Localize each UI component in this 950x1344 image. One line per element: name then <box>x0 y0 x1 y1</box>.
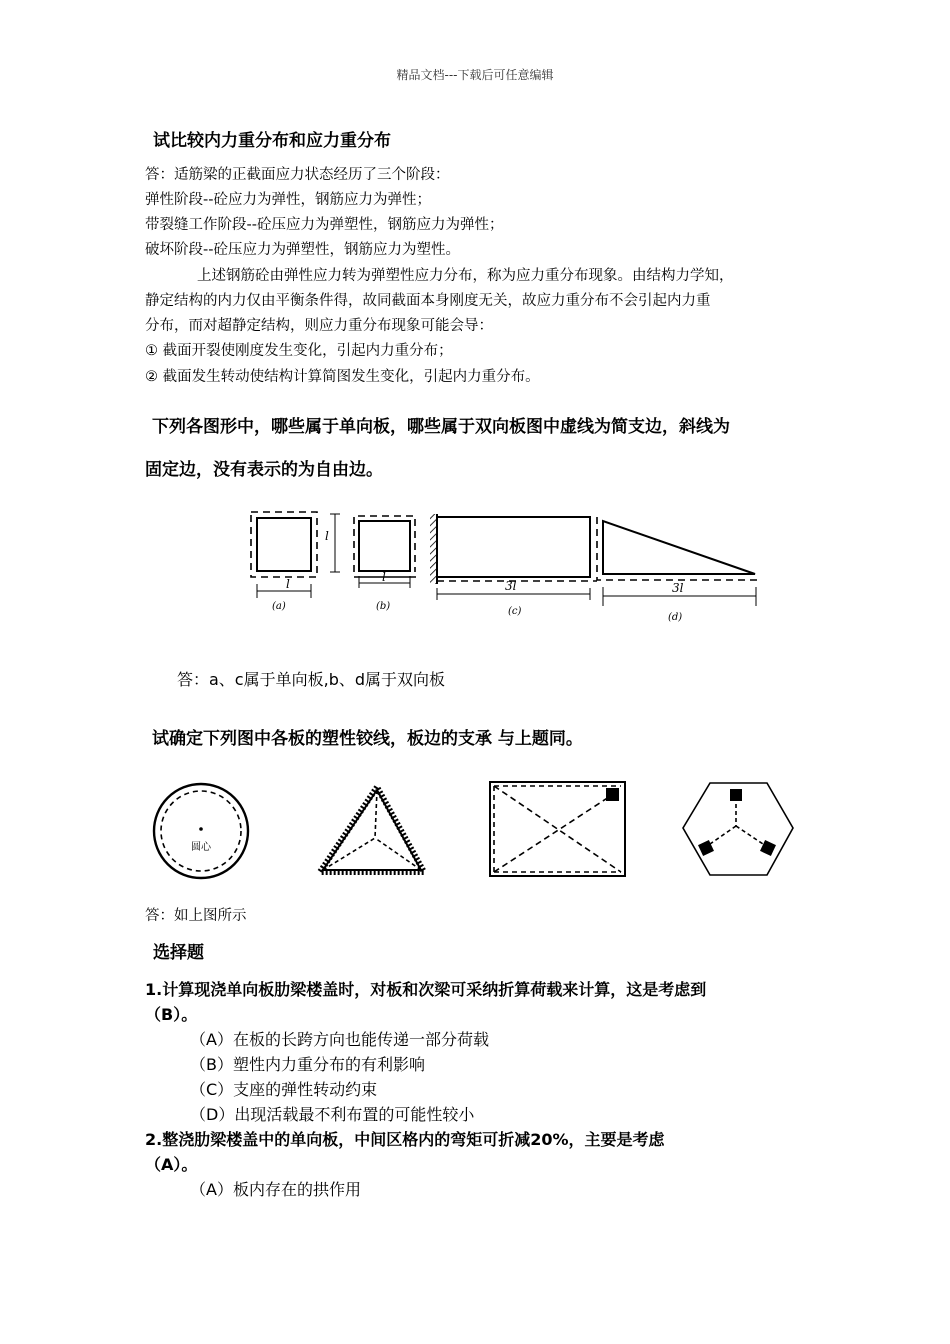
dim-label-height: l <box>325 529 329 543</box>
yield-line-figure <box>140 770 810 895</box>
circular-plate <box>154 784 248 878</box>
hexagonal-plate <box>683 783 793 875</box>
circle-center-dot <box>199 827 203 831</box>
section1-title: 试比较内力重分布和应力重分布 <box>153 131 391 151</box>
question2-text: 2.整浇肋梁楼盖中的单向板，中间区格内的弯矩可折减20%，主要是考虑 <box>145 1130 665 1149</box>
q1-option-b: （B）塑性内力重分布的有利影响 <box>190 1055 425 1074</box>
section1-line: 分布，而对超静定结构，则应力重分布现象可能会导： <box>145 318 493 334</box>
slab-a <box>251 512 340 612</box>
section3-title: 试确定下列图中各板的塑性铰线，板边的支承 与上题同。 <box>152 729 583 749</box>
column-support <box>606 788 619 801</box>
section4-title: 选择题 <box>153 943 204 963</box>
section1-line: 静定结构的内力仅由平衡条件得，故同截面本身刚度无关，故应力重分布不会引起内力重 <box>145 293 711 309</box>
section2-answer: 答：a、c属于单向板,b、d属于双向板 <box>177 670 446 689</box>
slab-c <box>430 514 597 617</box>
dim-label-c: 3l <box>505 579 517 593</box>
dim-label-b: l <box>382 570 386 584</box>
triangular-plate <box>320 787 424 872</box>
section3-answer: 答：如上图所示 <box>145 908 247 924</box>
label-d: (d) <box>668 612 683 623</box>
label-b: (b) <box>376 601 391 612</box>
section2-title-line1: 下列各图形中，哪些属于单向板，哪些属于双向板图中虚线为简支边，斜线为 <box>152 417 730 437</box>
dim-label-a: l <box>286 577 290 591</box>
section1-line: ① 截面开裂使刚度发生变化，引起内力重分布； <box>145 343 453 359</box>
question2-answer: （A）。 <box>145 1155 198 1174</box>
rectangular-plate <box>490 782 625 876</box>
q1-option-d: （D）出现活载最不利布置的可能性较小 <box>190 1105 475 1124</box>
q2-option-a: （A）板内存在的拱作用 <box>190 1180 361 1199</box>
section1-line: 破坏阶段--砼压应力为弹塑性，钢筋应力为塑性。 <box>145 242 460 258</box>
section1-line: 上述钢筋砼由弹性应力转为弹塑性应力分布，称为应力重分布现象。由结构力学知， <box>197 268 734 284</box>
question1-text: 1.计算现浇单向板肋梁楼盖时，对板和次梁可采纳折算荷载来计算，这是考虑到 <box>145 980 707 999</box>
label-a: (a) <box>272 601 286 612</box>
slab-d <box>597 517 760 623</box>
q1-option-a: （A）在板的长跨方向也能传递一部分荷载 <box>190 1030 489 1049</box>
slab-b <box>354 516 416 612</box>
slab-a-fixed-edges <box>257 518 311 571</box>
label-c: (c) <box>508 606 522 617</box>
dim-label-d: 3l <box>672 581 684 595</box>
section1-line: 答：适筋梁的正截面应力状态经历了三个阶段： <box>145 167 450 183</box>
page-header: 精品文档---下载后可任意编辑 <box>396 68 554 82</box>
section1-line: 带裂缝工作阶段--砼压应力为弹塑性，钢筋应力为弹性； <box>145 217 504 233</box>
section2-title-line2: 固定边，没有表示的为自由边。 <box>145 460 383 480</box>
slab-a-simple-support <box>251 512 317 577</box>
circle-center-label: 圆心 <box>191 842 211 853</box>
section1-line: ② 截面发生转动使结构计算简图发生变化，引起内力重分布。 <box>145 369 540 385</box>
section1-line: 弹性阶段--砼应力为弹性，钢筋应力为弹性； <box>145 192 431 208</box>
slab-types-figure <box>240 496 770 631</box>
q1-option-c: （C）支座的弹性转动约束 <box>190 1080 378 1099</box>
question1-answer: （B）。 <box>145 1005 198 1024</box>
